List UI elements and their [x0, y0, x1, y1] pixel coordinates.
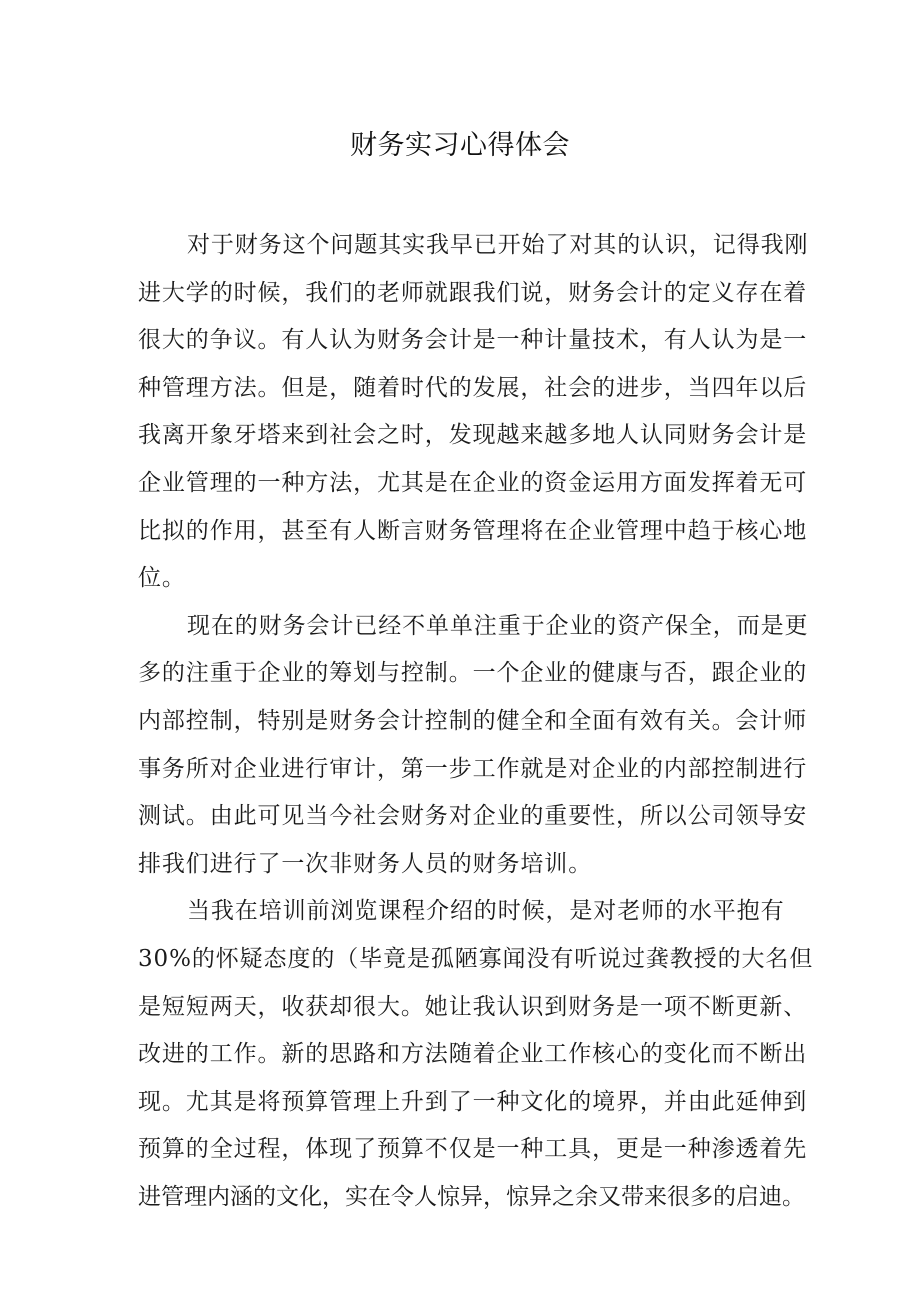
document-body: [138, 222, 814, 1221]
text-line: 企业管理的一种方法，尤其是在企业的资金运用方面发挥着无可: [138, 469, 808, 496]
text-line: 内部控制，特别是财务会计控制的健全和全面有效有关。会计师: [138, 707, 808, 734]
text-line: 很大的争议。有人认为财务会计是一种计量技术，有人认为是一: [138, 327, 808, 354]
text-line: 进大学的时候，我们的老师就跟我们说，财务会计的定义存在着: [138, 279, 808, 306]
text-line: 种管理方法。但是，随着时代的发展，社会的进步，当四年以后: [138, 374, 808, 401]
page-title: 财务实习心得体会: [350, 130, 570, 161]
text-line: 进管理内涵的文化，实在令人惊异，惊异之余又带来很多的启迪。: [138, 1183, 805, 1210]
text-line: 比拟的作用，甚至有人断言财务管理将在企业管理中趋于核心地: [138, 517, 808, 544]
text-line: 多的注重于企业的筹划与控制。一个企业的健康与否，跟企业的: [138, 660, 808, 687]
text-line: 改进的工作。新的思路和方法随着企业工作核心的变化而不断出: [138, 1041, 808, 1068]
text-line: 我离开象牙塔来到社会之时，发现越来越多地人认同财务会计是: [138, 422, 808, 449]
paragraph-3: [138, 888, 814, 1221]
text-line: 位。: [138, 565, 186, 592]
text-line: 当我在培训前浏览课程介绍的时候，是对老师的水平抱有: [187, 898, 785, 925]
text-line: 测试。由此可见当今社会财务对企业的重要性，所以公司领导安: [138, 803, 808, 830]
text-line: 事务所对企业进行审计，第一步工作就是对企业的内部控制进行: [138, 755, 808, 782]
text-line: 是短短两天，收获却很大。她让我认识到财务是一项不断更新、: [138, 993, 808, 1020]
text-line: 现在的财务会计已经不单单注重于企业的资产保全，而是更: [187, 612, 809, 639]
text-line: 现。尤其是将预算管理上升到了一种文化的境界，并由此延伸到: [138, 1088, 808, 1115]
text-line: 对于财务这个问题其实我早已开始了对其的认识，记得我刚: [187, 232, 809, 258]
text-line: 预算的全过程，体现了预算不仅是一种工具，更是一种渗透着先: [138, 1136, 808, 1163]
paragraph-2: [138, 603, 809, 889]
text-line: 排我们进行了一次非财务人员的财务培训。: [138, 850, 593, 877]
text-line: 30%的怀疑态度的（毕竟是孤陋寡闻没有听说过龚教授的大名但: [138, 945, 814, 972]
paragraph-1: [138, 222, 809, 603]
